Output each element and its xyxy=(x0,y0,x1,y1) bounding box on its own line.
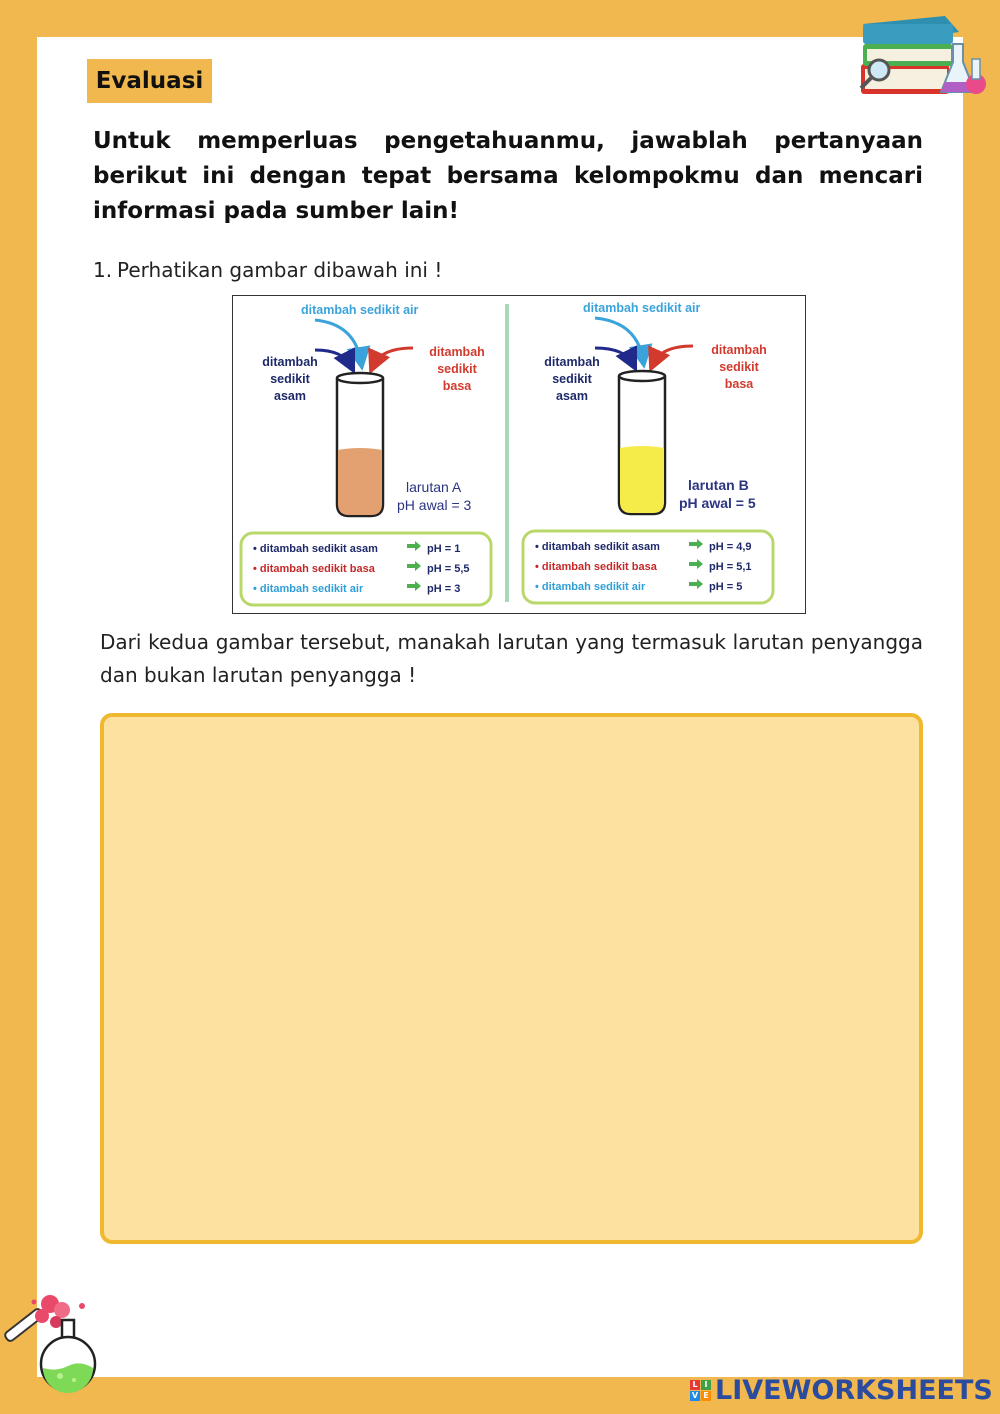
intro-instruction: Untuk memperluas pengetahuanmu, jawablah pertanyaan berikut ini dengan tepat bersama kelompokmu dan mencari informasi pada sumber lain! xyxy=(93,128,923,224)
panel-solution-a xyxy=(241,303,491,605)
base-label-b-3: basa xyxy=(724,377,754,391)
result-b-base-ph: pH = 5,1 xyxy=(709,561,752,573)
water-label-b: ditambah sedikit air xyxy=(583,301,701,315)
flask-illustration xyxy=(0,1290,110,1399)
section-title: Evaluasi xyxy=(87,59,212,103)
base-label-a-1: ditambah xyxy=(429,345,485,359)
solution-name-b: larutan B xyxy=(688,477,749,493)
base-label-a-2: sedikit xyxy=(437,362,477,376)
liveworksheets-logo-icon: L I V E xyxy=(690,1380,711,1401)
initial-ph-a: pH awal = 3 xyxy=(397,497,472,513)
acid-label-a-3: asam xyxy=(274,389,306,403)
acid-label-b-2: sedikit xyxy=(552,372,592,386)
base-label-b-2: sedikit xyxy=(719,360,759,374)
result-b-base: • ditambah sedikit basa xyxy=(535,561,657,573)
tube-liquid-a xyxy=(338,448,382,515)
question-instruction-text: Perhatikan gambar dibawah ini ! xyxy=(117,258,443,282)
acid-label-a-1: ditambah xyxy=(262,355,318,369)
initial-ph-b: pH awal = 5 xyxy=(679,495,756,511)
panel-solution-b xyxy=(523,301,773,603)
result-a-water: • ditambah sedikit air xyxy=(253,583,364,595)
result-b-acid: • ditambah sedikit asam xyxy=(535,541,660,553)
books-science-illustration xyxy=(855,14,990,108)
result-a-water-ph: pH = 3 xyxy=(427,583,461,595)
liveworksheets-brand-text: LIVEWORKSHEETS xyxy=(715,1374,993,1406)
result-b-water: • ditambah sedikit air xyxy=(535,581,646,593)
base-label-b-1: ditambah xyxy=(711,343,767,357)
result-a-base: • ditambah sedikit basa xyxy=(253,563,375,575)
solution-name-a: larutan A xyxy=(406,479,462,495)
result-a-acid: • ditambah sedikit asam xyxy=(253,543,378,555)
question-1-prompt: Dari kedua gambar tersebut, manakah larutan yang termasuk larutan penyangga dan bukan larutan penyangga ! xyxy=(100,630,923,687)
water-label-a: ditambah sedikit air xyxy=(301,303,419,317)
result-a-acid-ph: pH = 1 xyxy=(427,543,461,555)
base-label-a-3: basa xyxy=(442,379,472,393)
acid-label-a-2: sedikit xyxy=(270,372,310,386)
result-a-base-ph: pH = 5,5 xyxy=(427,563,470,575)
answer-textbox[interactable] xyxy=(100,713,923,1244)
tube-liquid-b xyxy=(620,446,664,513)
buffer-solution-figure xyxy=(232,295,806,614)
result-b-water-ph: pH = 5 xyxy=(709,581,743,593)
acid-label-b-1: ditambah xyxy=(544,355,600,369)
acid-label-b-3: asam xyxy=(556,389,588,403)
result-b-acid-ph: pH = 4,9 xyxy=(709,541,752,553)
question-1-instruction xyxy=(93,256,913,284)
liveworksheets-logo[interactable] xyxy=(690,1374,993,1406)
question-number: 1. xyxy=(93,258,113,282)
